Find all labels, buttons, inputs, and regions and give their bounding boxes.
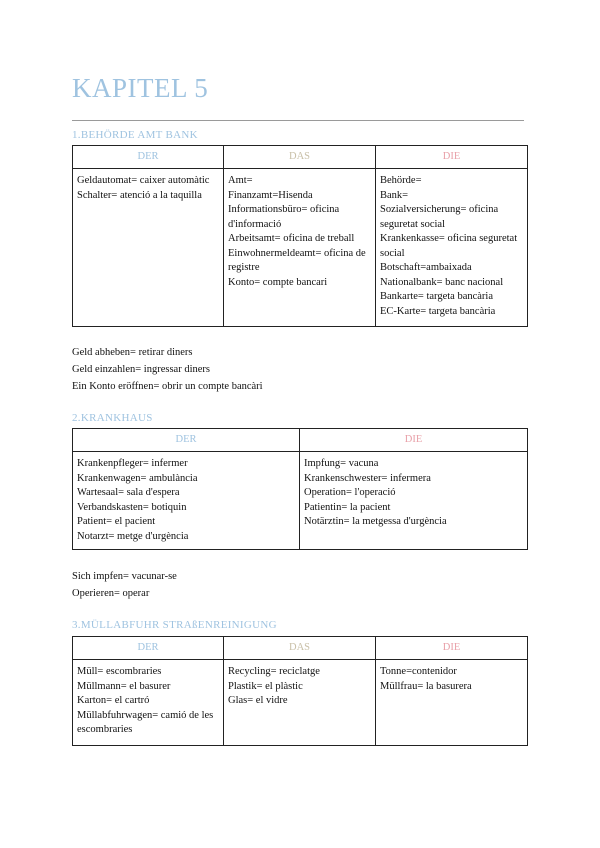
- vocab-item: Konto= compte bancari: [228, 276, 328, 288]
- header-die: DIE: [376, 146, 528, 169]
- vocab-item: Krankenkasse= oficina seguretat social: [380, 233, 518, 259]
- phrase: Ein Konto eröffnen= obrir un compte bancàri: [72, 381, 263, 392]
- vocab-item: Krankenschwester= infermera: [304, 472, 431, 484]
- vocab-item: Krankenpfleger= infermer: [77, 458, 188, 469]
- vocab-item: Patientin= la pacient: [304, 501, 391, 513]
- vocab-item: Geldautomat= caixer automàtic: [77, 175, 210, 186]
- vocab-item: Bank=: [380, 189, 409, 201]
- header-der: DER: [73, 146, 224, 169]
- vocab-item: Behörde=: [380, 175, 422, 186]
- vocab-item: Botschaft=ambaixada: [380, 262, 472, 273]
- vocab-item: Glas= el vidre: [228, 695, 288, 706]
- header-das: DAS: [224, 146, 376, 169]
- phrase: Operieren= operar: [72, 588, 150, 599]
- header-das: DAS: [224, 637, 376, 660]
- vocab-item: Finanzamt=Hisenda: [228, 189, 313, 201]
- title-divider: [72, 120, 524, 121]
- vocab-item: Einwohnermeldeamt= oficina de registre: [228, 247, 366, 273]
- vocab-item: Arbeitsamt= oficina de treball: [228, 233, 355, 244]
- vocab-item: Impfung= vacuna: [304, 458, 379, 469]
- vocab-table-behoerde: [72, 145, 528, 327]
- vocab-item: Karton= el cartró: [77, 695, 150, 706]
- phrase: Geld einzahlen= ingressar diners: [72, 364, 210, 375]
- section-title-behoerde: 1.BEHÖRDE AMT BANK: [72, 129, 198, 141]
- vocab-item: Informationsbüro= oficina d'informació: [228, 204, 340, 230]
- der-column: [73, 660, 224, 746]
- der-column: [73, 452, 300, 550]
- das-column: [224, 660, 376, 746]
- vocab-item: Sozialversicherung= oficina seguretat social: [380, 204, 499, 230]
- vocab-item: Müll= escombraries: [77, 666, 162, 677]
- vocab-item: Schalter= atenció a la taquilla: [77, 189, 202, 201]
- vocab-item: Notärztin= la metgessa d'urgència: [304, 516, 447, 527]
- vocab-item: Nationalbank= banc nacional: [380, 276, 504, 288]
- vocab-item: Müllfrau= la basurera: [380, 680, 472, 692]
- der-column: [73, 169, 224, 327]
- header-die: DIE: [376, 637, 528, 660]
- die-column: [376, 660, 528, 746]
- das-column: [224, 169, 376, 327]
- header-der: DER: [73, 637, 224, 660]
- die-column: [376, 169, 528, 327]
- extra-phrases-krankhaus: [72, 568, 177, 602]
- vocab-item: Amt=: [228, 175, 253, 186]
- vocab-item: Recycling= reciclatge: [228, 666, 320, 677]
- phrase: Sich impfen= vacunar-se: [72, 571, 177, 582]
- vocab-item: Tonne=contenidor: [380, 666, 457, 677]
- vocab-item: Bankarte= targeta bancària: [380, 291, 493, 302]
- vocab-item: Verbandskasten= botiquin: [77, 501, 187, 513]
- die-column: [300, 452, 528, 550]
- vocab-item: Krankenwagen= ambulància: [77, 472, 198, 484]
- section-title-muellabfuhr: 3.MÜLLABFUHR STRAßENREINIGUNG: [72, 619, 277, 631]
- vocab-table-krankhaus: [72, 428, 528, 550]
- page-title: KAPITEL 5: [72, 73, 209, 103]
- vocab-item: Wartesaal= sala d'espera: [77, 487, 180, 498]
- vocab-item: Plastik= el plàstic: [228, 680, 303, 692]
- header-die: DIE: [300, 429, 528, 452]
- vocab-item: Müllabfuhrwagen= camió de les escombraries: [77, 709, 214, 735]
- header-der: DER: [73, 429, 300, 452]
- vocab-item: Notarzt= metge d'urgència: [77, 530, 189, 542]
- section-title-krankhaus: 2.KRANKHAUS: [72, 412, 153, 424]
- vocab-item: EC-Karte= targeta bancària: [380, 305, 496, 317]
- phrase: Geld abheben= retirar diners: [72, 347, 193, 358]
- vocab-item: Patient= el pacient: [77, 516, 156, 527]
- vocab-item: Operation= l'operació: [304, 487, 396, 498]
- extra-phrases-behoerde: [72, 344, 263, 395]
- vocab-item: Müllmann= el basurer: [77, 680, 171, 692]
- vocab-table-muellabfuhr: [72, 636, 528, 746]
